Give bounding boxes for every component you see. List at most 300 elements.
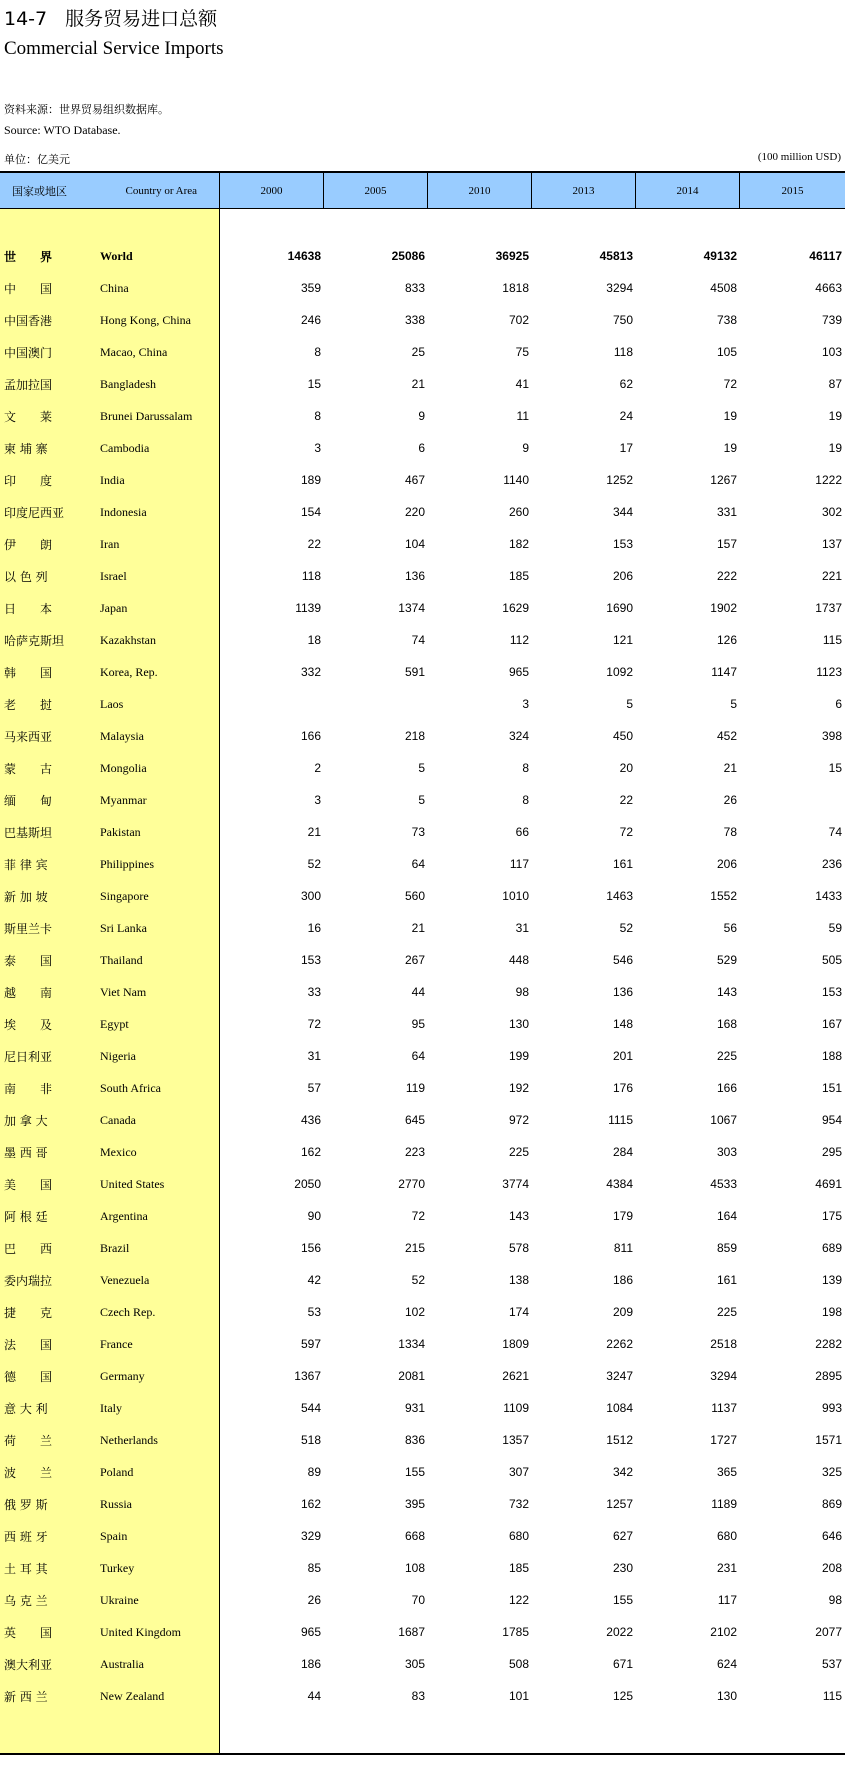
country-name-zh: 乌 克 兰 <box>4 1593 48 1608</box>
value-cell: 31 <box>307 1049 321 1063</box>
country-name-zh: 土 耳 其 <box>4 1561 48 1576</box>
table-body <box>0 240 845 1712</box>
country-name-en: Singapore <box>100 888 149 903</box>
country-name-zh: 印 度 <box>4 473 53 488</box>
value-cell: 2770 <box>398 1177 425 1191</box>
value-cell: 1512 <box>606 1433 633 1447</box>
country-name-zh: 世 界 <box>4 249 53 264</box>
value-cell: 122 <box>508 1593 529 1607</box>
table-row <box>0 1520 845 1552</box>
value-cell: 139 <box>821 1273 842 1287</box>
value-cell: 1687 <box>398 1625 425 1639</box>
value-cell: 18 <box>307 633 321 647</box>
country-name-zh: 柬 埔 寨 <box>4 441 48 456</box>
value-cell: 103 <box>821 345 842 359</box>
value-cell: 450 <box>612 729 633 743</box>
country-name-zh: 斯里兰卡 <box>4 921 53 936</box>
value-cell: 125 <box>612 1689 633 1703</box>
table-row <box>0 1296 845 1328</box>
value-cell: 98 <box>515 985 529 999</box>
table-row <box>0 848 845 880</box>
value-cell: 108 <box>404 1561 425 1575</box>
value-cell: 206 <box>612 569 633 583</box>
table-row <box>0 1040 845 1072</box>
country-name-en: France <box>100 1336 133 1351</box>
table-row <box>0 656 845 688</box>
value-cell: 1552 <box>710 889 737 903</box>
country-name-en: New Zealand <box>100 1688 165 1703</box>
value-cell: 90 <box>307 1209 321 1223</box>
value-cell: 398 <box>821 729 842 743</box>
value-cell: 4663 <box>815 281 842 295</box>
value-cell: 2262 <box>606 1337 633 1351</box>
value-cell: 153 <box>612 537 633 551</box>
table-row <box>0 592 845 624</box>
country-name-zh: 俄 罗 斯 <box>4 1497 48 1512</box>
value-cell: 188 <box>821 1049 842 1063</box>
country-name-zh: 以 色 列 <box>4 569 48 584</box>
country-name-zh: 新 西 兰 <box>4 1689 48 1704</box>
value-cell: 59 <box>828 921 842 935</box>
value-cell: 20 <box>619 761 633 775</box>
value-cell: 15 <box>828 761 842 775</box>
country-name-en: Korea, Rep. <box>100 664 158 679</box>
value-cell: 436 <box>300 1113 321 1127</box>
value-cell: 201 <box>612 1049 633 1063</box>
country-name-zh: 墨 西 哥 <box>4 1145 48 1160</box>
value-cell: 2895 <box>815 1369 842 1383</box>
value-cell: 1140 <box>503 473 529 487</box>
value-cell: 869 <box>821 1497 842 1511</box>
value-cell: 3774 <box>502 1177 529 1191</box>
table-row <box>0 1104 845 1136</box>
value-cell: 52 <box>411 1273 425 1287</box>
country-name-en: Myanmar <box>100 792 147 807</box>
table-row <box>0 1200 845 1232</box>
value-cell: 954 <box>821 1113 842 1127</box>
value-cell: 72 <box>619 825 633 839</box>
country-name-en: World <box>100 248 133 263</box>
value-cell: 83 <box>411 1689 425 1703</box>
value-cell: 338 <box>404 313 425 327</box>
country-name-zh: 埃 及 <box>4 1017 53 1032</box>
country-name-en: Hong Kong, China <box>100 312 191 327</box>
value-cell: 3 <box>522 697 529 711</box>
value-cell: 199 <box>508 1049 529 1063</box>
value-cell: 1115 <box>608 1113 633 1127</box>
value-cell: 4533 <box>710 1177 737 1191</box>
country-name-en: Thailand <box>100 952 143 967</box>
value-cell: 1109 <box>503 1401 529 1415</box>
value-cell: 546 <box>612 953 633 967</box>
country-name-en: Australia <box>100 1656 144 1671</box>
country-name-zh: 澳大利亚 <box>4 1657 53 1672</box>
table-row <box>0 944 845 976</box>
country-name-en: Argentina <box>100 1208 148 1223</box>
table-row <box>0 496 845 528</box>
country-name-zh: 波 兰 <box>4 1465 53 1480</box>
value-cell: 1139 <box>295 601 321 615</box>
value-cell: 3294 <box>710 1369 737 1383</box>
table-header-row <box>0 173 845 208</box>
country-name-en: Brazil <box>100 1240 130 1255</box>
country-name-zh: 尼日利亚 <box>4 1049 53 1064</box>
value-cell: 176 <box>612 1081 633 1095</box>
country-name-zh: 文 莱 <box>4 409 53 424</box>
value-cell: 359 <box>300 281 321 295</box>
value-cell: 300 <box>300 889 321 903</box>
value-cell: 25086 <box>391 249 425 263</box>
value-cell: 750 <box>612 313 633 327</box>
value-cell: 1629 <box>502 601 529 615</box>
value-cell: 260 <box>508 505 529 519</box>
value-cell: 62 <box>619 377 633 391</box>
value-cell: 53 <box>307 1305 321 1319</box>
country-name-en: Pakistan <box>100 824 141 839</box>
country-name-en: Nigeria <box>100 1048 136 1063</box>
value-cell: 215 <box>404 1241 425 1255</box>
value-cell: 627 <box>612 1529 633 1543</box>
value-cell: 3 <box>314 793 321 807</box>
source-zh: 资料来源：世界贸易组织数据库。 <box>4 103 169 116</box>
value-cell: 72 <box>723 377 737 391</box>
country-name-zh: 中国香港 <box>4 313 53 328</box>
value-cell: 732 <box>508 1497 529 1511</box>
value-cell: 185 <box>508 1561 529 1575</box>
value-cell: 1084 <box>606 1401 633 1415</box>
country-name-en: Poland <box>100 1464 134 1479</box>
value-cell: 342 <box>612 1465 633 1479</box>
value-cell: 118 <box>301 569 321 583</box>
value-cell: 8 <box>522 793 529 807</box>
value-cell: 138 <box>508 1273 529 1287</box>
table-row <box>0 1392 845 1424</box>
value-cell: 2081 <box>398 1369 425 1383</box>
value-cell: 8 <box>314 409 321 423</box>
value-cell: 11 <box>516 409 529 423</box>
value-cell: 75 <box>515 345 529 359</box>
value-cell: 1902 <box>710 601 737 615</box>
value-cell: 19 <box>828 409 842 423</box>
value-cell: 1137 <box>711 1401 737 1415</box>
value-cell: 16 <box>307 921 321 935</box>
value-cell: 21 <box>411 377 425 391</box>
country-name-zh: 德 国 <box>4 1369 53 1384</box>
value-cell: 645 <box>404 1113 425 1127</box>
value-cell: 680 <box>716 1529 737 1543</box>
table-row <box>0 720 845 752</box>
value-cell: 87 <box>828 377 842 391</box>
value-cell: 148 <box>612 1017 633 1031</box>
value-cell: 395 <box>404 1497 425 1511</box>
value-cell: 36925 <box>495 249 529 263</box>
country-name-en: Russia <box>100 1496 133 1511</box>
value-cell: 1067 <box>710 1113 737 1127</box>
country-name-zh: 马来西亚 <box>4 729 53 744</box>
country-name-en: Kazakhstan <box>100 632 156 647</box>
value-cell: 965 <box>300 1625 321 1639</box>
header-country <box>0 173 220 208</box>
value-cell: 15 <box>307 377 321 391</box>
value-cell: 102 <box>404 1305 425 1319</box>
value-cell: 189 <box>300 473 321 487</box>
value-cell: 46117 <box>809 249 842 263</box>
country-name-en: Ukraine <box>100 1592 139 1607</box>
value-cell: 209 <box>612 1305 633 1319</box>
value-cell: 1463 <box>606 889 633 903</box>
value-cell: 121 <box>612 633 633 647</box>
value-cell: 702 <box>508 313 529 327</box>
value-cell: 26 <box>307 1593 321 1607</box>
value-cell: 578 <box>508 1241 529 1255</box>
country-name-zh: 英 国 <box>4 1625 53 1640</box>
country-name-zh: 韩 国 <box>4 665 53 680</box>
value-cell: 965 <box>508 665 529 679</box>
value-cell: 72 <box>307 1017 321 1031</box>
table-row <box>0 1424 845 1456</box>
country-name-en: Cambodia <box>100 440 150 455</box>
value-cell: 591 <box>404 665 425 679</box>
value-cell: 64 <box>411 1049 425 1063</box>
table-row <box>0 464 845 496</box>
value-cell: 223 <box>404 1145 425 1159</box>
country-name-en: Macao, China <box>100 344 168 359</box>
country-name-en: Netherlands <box>100 1432 158 1447</box>
table-row <box>0 272 845 304</box>
country-name-en: Canada <box>100 1112 136 1127</box>
country-name-zh: 伊 朗 <box>4 537 53 552</box>
value-cell: 452 <box>716 729 737 743</box>
country-name-zh: 荷 兰 <box>4 1433 53 1448</box>
value-cell: 64 <box>411 857 425 871</box>
value-cell: 9 <box>522 441 529 455</box>
title-en: Commercial Service Imports <box>4 38 224 59</box>
country-name-zh: 孟加拉国 <box>4 377 53 392</box>
value-cell: 225 <box>716 1049 737 1063</box>
value-cell: 2050 <box>294 1177 321 1191</box>
value-cell: 101 <box>508 1689 529 1703</box>
value-cell: 95 <box>411 1017 425 1031</box>
value-cell: 9 <box>418 409 425 423</box>
country-name-zh: 中国澳门 <box>4 345 53 360</box>
country-name-zh: 印度尼西亚 <box>4 505 65 520</box>
value-cell: 137 <box>821 537 842 551</box>
country-name-en: Bangladesh <box>100 376 156 391</box>
unit-en: (100 million USD) <box>757 151 841 163</box>
value-cell: 646 <box>821 1529 842 1543</box>
country-name-en: Viet Nam <box>100 984 147 999</box>
value-cell: 56 <box>723 921 737 935</box>
value-cell: 49132 <box>703 249 737 263</box>
country-name-en: Malaysia <box>100 728 144 743</box>
value-cell: 52 <box>307 857 321 871</box>
value-cell: 167 <box>821 1017 842 1031</box>
country-name-en: Czech Rep. <box>100 1304 156 1319</box>
value-cell: 529 <box>716 953 737 967</box>
value-cell: 1257 <box>606 1497 633 1511</box>
country-name-en: United States <box>100 1176 165 1191</box>
table-row <box>0 1072 845 1104</box>
country-name-en: Iran <box>100 536 120 551</box>
table-row <box>0 784 845 816</box>
value-cell: 162 <box>300 1497 321 1511</box>
value-cell: 680 <box>508 1529 529 1543</box>
value-cell: 186 <box>300 1657 321 1671</box>
value-cell: 331 <box>716 505 737 519</box>
value-cell: 41 <box>515 377 529 391</box>
value-cell: 1433 <box>815 889 842 903</box>
value-cell: 1727 <box>710 1433 737 1447</box>
value-cell: 325 <box>821 1465 842 1479</box>
country-name-en: Japan <box>100 600 128 615</box>
value-cell: 5 <box>418 793 425 807</box>
header-country-zh: 国家或地区 <box>12 184 67 198</box>
value-cell: 231 <box>716 1561 737 1575</box>
value-cell: 186 <box>612 1273 633 1287</box>
country-name-en: China <box>100 280 129 295</box>
value-cell: 4691 <box>815 1177 842 1191</box>
header-year: 2014 <box>636 173 740 208</box>
table-row <box>0 1264 845 1296</box>
value-cell: 155 <box>612 1593 633 1607</box>
value-cell: 1010 <box>502 889 529 903</box>
value-cell: 164 <box>716 1209 737 1223</box>
value-cell: 230 <box>612 1561 633 1575</box>
value-cell: 2621 <box>502 1369 529 1383</box>
value-cell: 560 <box>404 889 425 903</box>
value-cell: 206 <box>716 857 737 871</box>
source-en: Source: WTO Database. <box>4 123 121 137</box>
value-cell: 179 <box>612 1209 633 1223</box>
value-cell: 21 <box>723 761 737 775</box>
value-cell: 44 <box>411 985 425 999</box>
value-cell: 175 <box>821 1209 842 1223</box>
value-cell: 689 <box>821 1241 842 1255</box>
table-row <box>0 528 845 560</box>
table-number-title <box>4 4 217 31</box>
country-name-zh: 美 国 <box>4 1177 53 1192</box>
title-zh: 服务贸易进口总额 <box>65 8 218 30</box>
value-cell: 221 <box>821 569 842 583</box>
table-row <box>0 1616 845 1648</box>
value-cell: 155 <box>404 1465 425 1479</box>
value-cell: 307 <box>508 1465 529 1479</box>
value-cell: 130 <box>508 1017 529 1031</box>
value-cell: 130 <box>716 1689 737 1703</box>
value-cell: 2022 <box>606 1625 633 1639</box>
value-cell: 624 <box>716 1657 737 1671</box>
value-cell: 5 <box>626 697 633 711</box>
table-row <box>0 624 845 656</box>
value-cell: 811 <box>613 1241 633 1255</box>
value-cell: 8 <box>314 345 321 359</box>
table-row <box>0 1680 845 1712</box>
country-name-zh: 阿 根 廷 <box>4 1209 48 1224</box>
value-cell: 156 <box>300 1241 321 1255</box>
country-name-zh: 哈萨克斯坦 <box>4 633 65 648</box>
value-cell: 222 <box>716 569 737 583</box>
value-cell: 24 <box>619 409 633 423</box>
country-name-zh: 日 本 <box>4 601 53 616</box>
value-cell: 182 <box>508 537 529 551</box>
value-cell: 45813 <box>599 249 633 263</box>
value-cell: 117 <box>717 1593 737 1607</box>
value-cell: 267 <box>404 953 425 967</box>
country-name-en: Laos <box>100 696 124 711</box>
value-cell: 537 <box>821 1657 842 1671</box>
country-name-zh: 意 大 利 <box>4 1401 48 1416</box>
value-cell: 302 <box>821 505 842 519</box>
table-row <box>0 400 845 432</box>
value-cell: 993 <box>821 1401 842 1415</box>
value-cell: 668 <box>404 1529 425 1543</box>
country-name-en: Philippines <box>100 856 155 871</box>
value-cell: 161 <box>612 857 633 871</box>
value-cell: 246 <box>300 313 321 327</box>
country-name-en: Israel <box>100 568 127 583</box>
value-cell: 19 <box>828 441 842 455</box>
value-cell: 597 <box>300 1337 321 1351</box>
value-cell: 365 <box>716 1465 737 1479</box>
country-name-zh: 新 加 坡 <box>4 889 48 904</box>
unit-zh: 单位：亿美元 <box>4 153 70 166</box>
value-cell: 448 <box>508 953 529 967</box>
table-row <box>0 912 845 944</box>
value-cell: 154 <box>300 505 321 519</box>
value-cell: 859 <box>716 1241 737 1255</box>
value-cell: 104 <box>404 537 425 551</box>
value-cell: 505 <box>821 953 842 967</box>
value-cell: 25 <box>411 345 425 359</box>
value-cell: 21 <box>411 921 425 935</box>
value-cell: 8 <box>522 761 529 775</box>
value-cell: 153 <box>300 953 321 967</box>
value-cell: 1737 <box>815 601 842 615</box>
value-cell: 105 <box>716 345 737 359</box>
country-name-en: Sri Lanka <box>100 920 147 935</box>
value-cell: 5 <box>730 697 737 711</box>
value-cell: 14638 <box>287 249 321 263</box>
value-cell: 174 <box>508 1305 529 1319</box>
value-cell: 185 <box>508 569 529 583</box>
value-cell: 168 <box>716 1017 737 1031</box>
value-cell: 467 <box>404 473 425 487</box>
header-year: 2010 <box>428 173 532 208</box>
country-name-zh: 越 南 <box>4 985 53 1000</box>
country-name-en: Mexico <box>100 1144 137 1159</box>
value-cell: 225 <box>716 1305 737 1319</box>
country-name-zh: 老 挝 <box>4 697 53 712</box>
value-cell: 1252 <box>606 473 633 487</box>
table-row <box>0 880 845 912</box>
value-cell: 17 <box>619 441 633 455</box>
value-cell: 1267 <box>710 473 737 487</box>
value-cell: 119 <box>405 1081 425 1095</box>
value-cell: 2102 <box>710 1625 737 1639</box>
value-cell: 739 <box>821 313 842 327</box>
table-row <box>0 432 845 464</box>
value-cell: 2 <box>314 761 321 775</box>
value-cell: 89 <box>307 1465 321 1479</box>
value-cell: 42 <box>307 1273 321 1287</box>
value-cell: 518 <box>300 1433 321 1447</box>
value-cell: 4384 <box>606 1177 633 1191</box>
value-cell: 166 <box>716 1081 737 1095</box>
value-cell: 118 <box>613 345 633 359</box>
value-cell: 931 <box>404 1401 425 1415</box>
value-cell: 198 <box>821 1305 842 1319</box>
country-name-en: Germany <box>100 1368 145 1383</box>
